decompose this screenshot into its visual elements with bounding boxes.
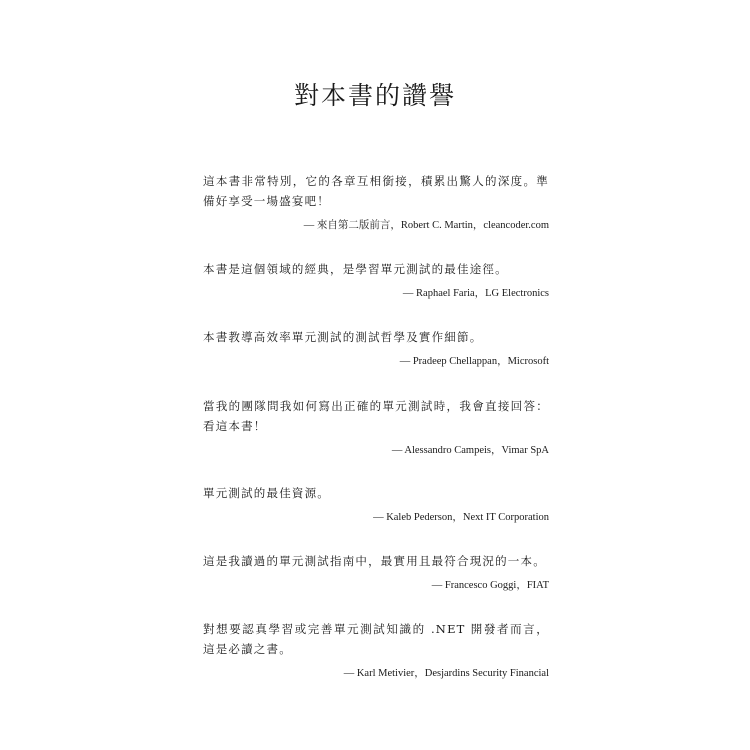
endorsement-quote: 本書是這個領域的經典，是學習單元測試的最佳途徑。 [203,262,508,276]
endorsement-2 [203,259,549,300]
endorsement-5 [203,483,549,524]
endorsement-source: — Alessandro Campeis，Vimar SpA [391,445,549,456]
endorsement-3 [203,327,549,368]
endorsement-4 [203,396,549,457]
endorsement-quote: 這本書非常特別，它的各章互相銜接，積累出驚人的深度。準備好享受一場盛宴吧！ [203,174,549,208]
endorsement-quote: 單元測試的最佳資源。 [203,486,330,500]
endorsement-source: — 來自第二版前言，Robert C. Martin，cleancoder.com [303,220,549,231]
endorsement-quote: 當我的團隊問我如何寫出正確的單元測試時，我會直接回答：看這本書！ [203,399,549,433]
endorsement-quote: 對想要認真學習或完善單元測試知識的 .NET 開發者而言，這是必讀之書。 [203,622,549,656]
endorsement-7 [203,619,549,680]
endorsement-6 [203,551,549,592]
endorsement-quote: 這是我讀過的單元測試指南中，最實用且最符合現況的一本。 [203,554,546,568]
endorsement-source: — Kaleb Pederson，Next IT Corporation [373,512,549,523]
endorsement-source: — Raphael Faria，LG Electronics [402,288,549,299]
endorsement-source: — Pradeep Chellappan，Microsoft [399,356,549,367]
endorsement-1 [203,171,549,232]
endorsement-quote: 本書教導高效率單元測試的測試哲學及實作細節。 [203,330,483,344]
endorsement-source: — Francesco Goggi，FIAT [431,580,549,591]
endorsement-source: — Karl Metivier，Desjardins Security Financial [343,668,549,679]
page-title: 對本書的讚譽 [293,81,456,110]
